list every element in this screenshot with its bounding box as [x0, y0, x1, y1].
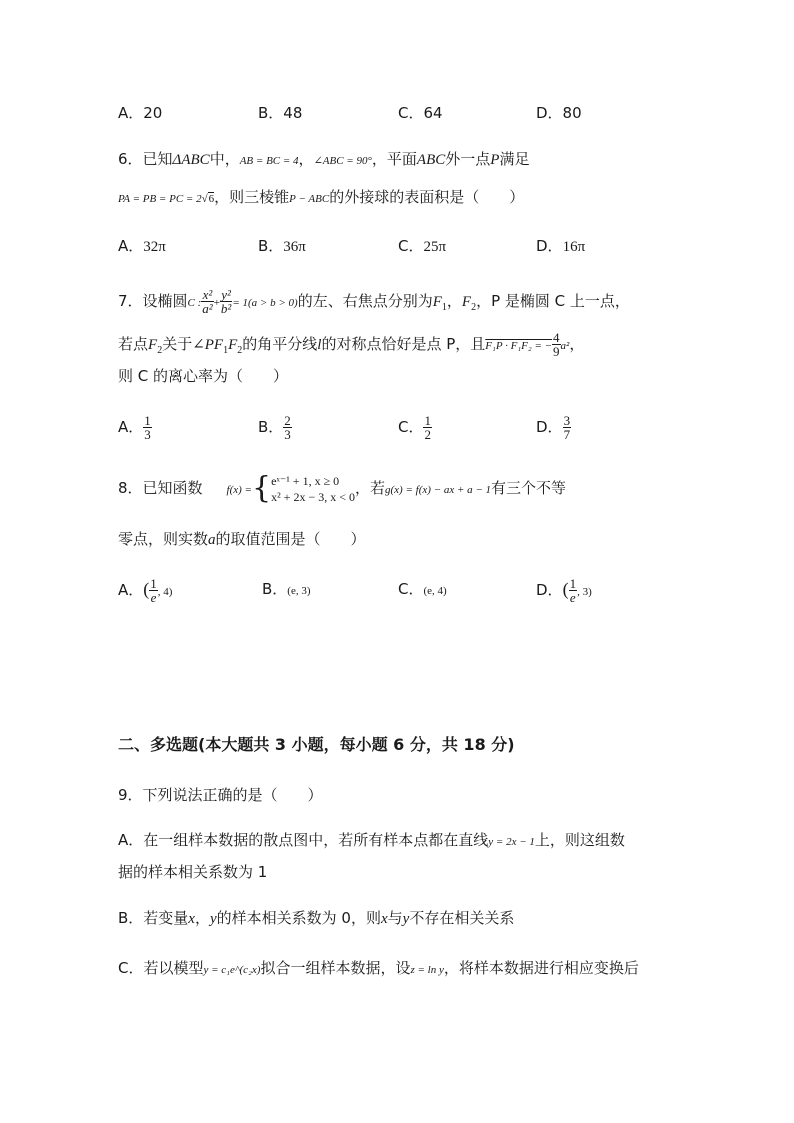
q5-option-a: A．20 [118, 104, 163, 122]
q9-option-a-line2: 据的样本相关系数为 1 [118, 863, 268, 881]
q8-stem-line2: 零点，则实数a的取值范围是（ ） [118, 530, 366, 548]
q8-option-a: A．( $\frac{1}{e}$ , 4) [118, 576, 173, 605]
q6-option-a: A．32π [118, 237, 166, 255]
q7-stem-line1: 7．设椭圆C : $\frac{\text{x²}}{\text{a²}}$ + $\frac{\text{y²}}{\text{b²}}$ = 1(a > b > 0)的左、右焦点分别为$F_1$，$F_2$，P 是椭圆 C 上一点， [118, 287, 630, 316]
q7-option-b: B． $\frac{2}{3}$ [258, 413, 291, 442]
q7-option-d: D． $\frac{3}{7}$ [536, 413, 571, 442]
section-heading-multiple-choice: 二、多选题(本大题共 3 小题，每小题 6 分，共 18 分) [118, 735, 515, 754]
q6-option-b: B．36π [258, 237, 306, 255]
q7-option-c: C． $\frac{1}{2}$ [398, 413, 431, 442]
q5-option-b: B．48 [258, 104, 303, 122]
q8-option-d: D．( $\frac{1}{e}$ , 3) [536, 576, 592, 605]
q9-option-c-line1: C．若以模型y = c₁e^(c₂x)拟合一组样本数据，设z = ln y，将样本数据进行相应变换后 [118, 959, 639, 977]
q9-option-b: B．若变量x，y的样本相关系数为 0，则x与y不存在相关关系 [118, 909, 515, 927]
q8-stem-line1: 8．已知函数 f(x) ={ eˣ⁻¹ + 1, x ≥ 0 x² + 2x − 3, x < 0 ，若g(x) = f(x) − ax + a − 1有三个不等 [118, 470, 567, 506]
q5-option-d: D．80 [536, 104, 582, 122]
q5-option-c: C．64 [398, 104, 443, 122]
q7-stem-line3: 则 C 的离心率为（ ） [118, 367, 289, 385]
q6-option-d: D．16π [536, 237, 586, 255]
q7-option-a: A． $\frac{1}{3}$ [118, 413, 151, 442]
q6-stem-line2: PA = PB = PC = 2√6，则三棱锥P − ABC的外接球的表面积是（ ） [118, 188, 525, 206]
q9-stem: 9．下列说法正确的是（ ） [118, 786, 323, 804]
q8-option-c: C．(e, 4) [398, 580, 447, 598]
q7-stem-line2: 若点$F_2$关于$\angle PF_1F_2$的角平分线l的对称点恰好是点 P，且F₁P · F₁F₂ = − $\frac{4}{9}$ a²， [118, 330, 585, 359]
q8-option-b: B．(e, 3) [262, 580, 311, 598]
q9-option-a-line1: A．在一组样本数据的散点图中，若所有样本点都在直线y = 2x − 1上，则这组数 [118, 831, 625, 849]
q6-option-c: C．25π [398, 237, 447, 255]
q6-stem-line1: 6．已知ΔABC中，AB = BC = 4，∠ABC = 90°，平面ABC外一点P满足 [118, 150, 530, 168]
